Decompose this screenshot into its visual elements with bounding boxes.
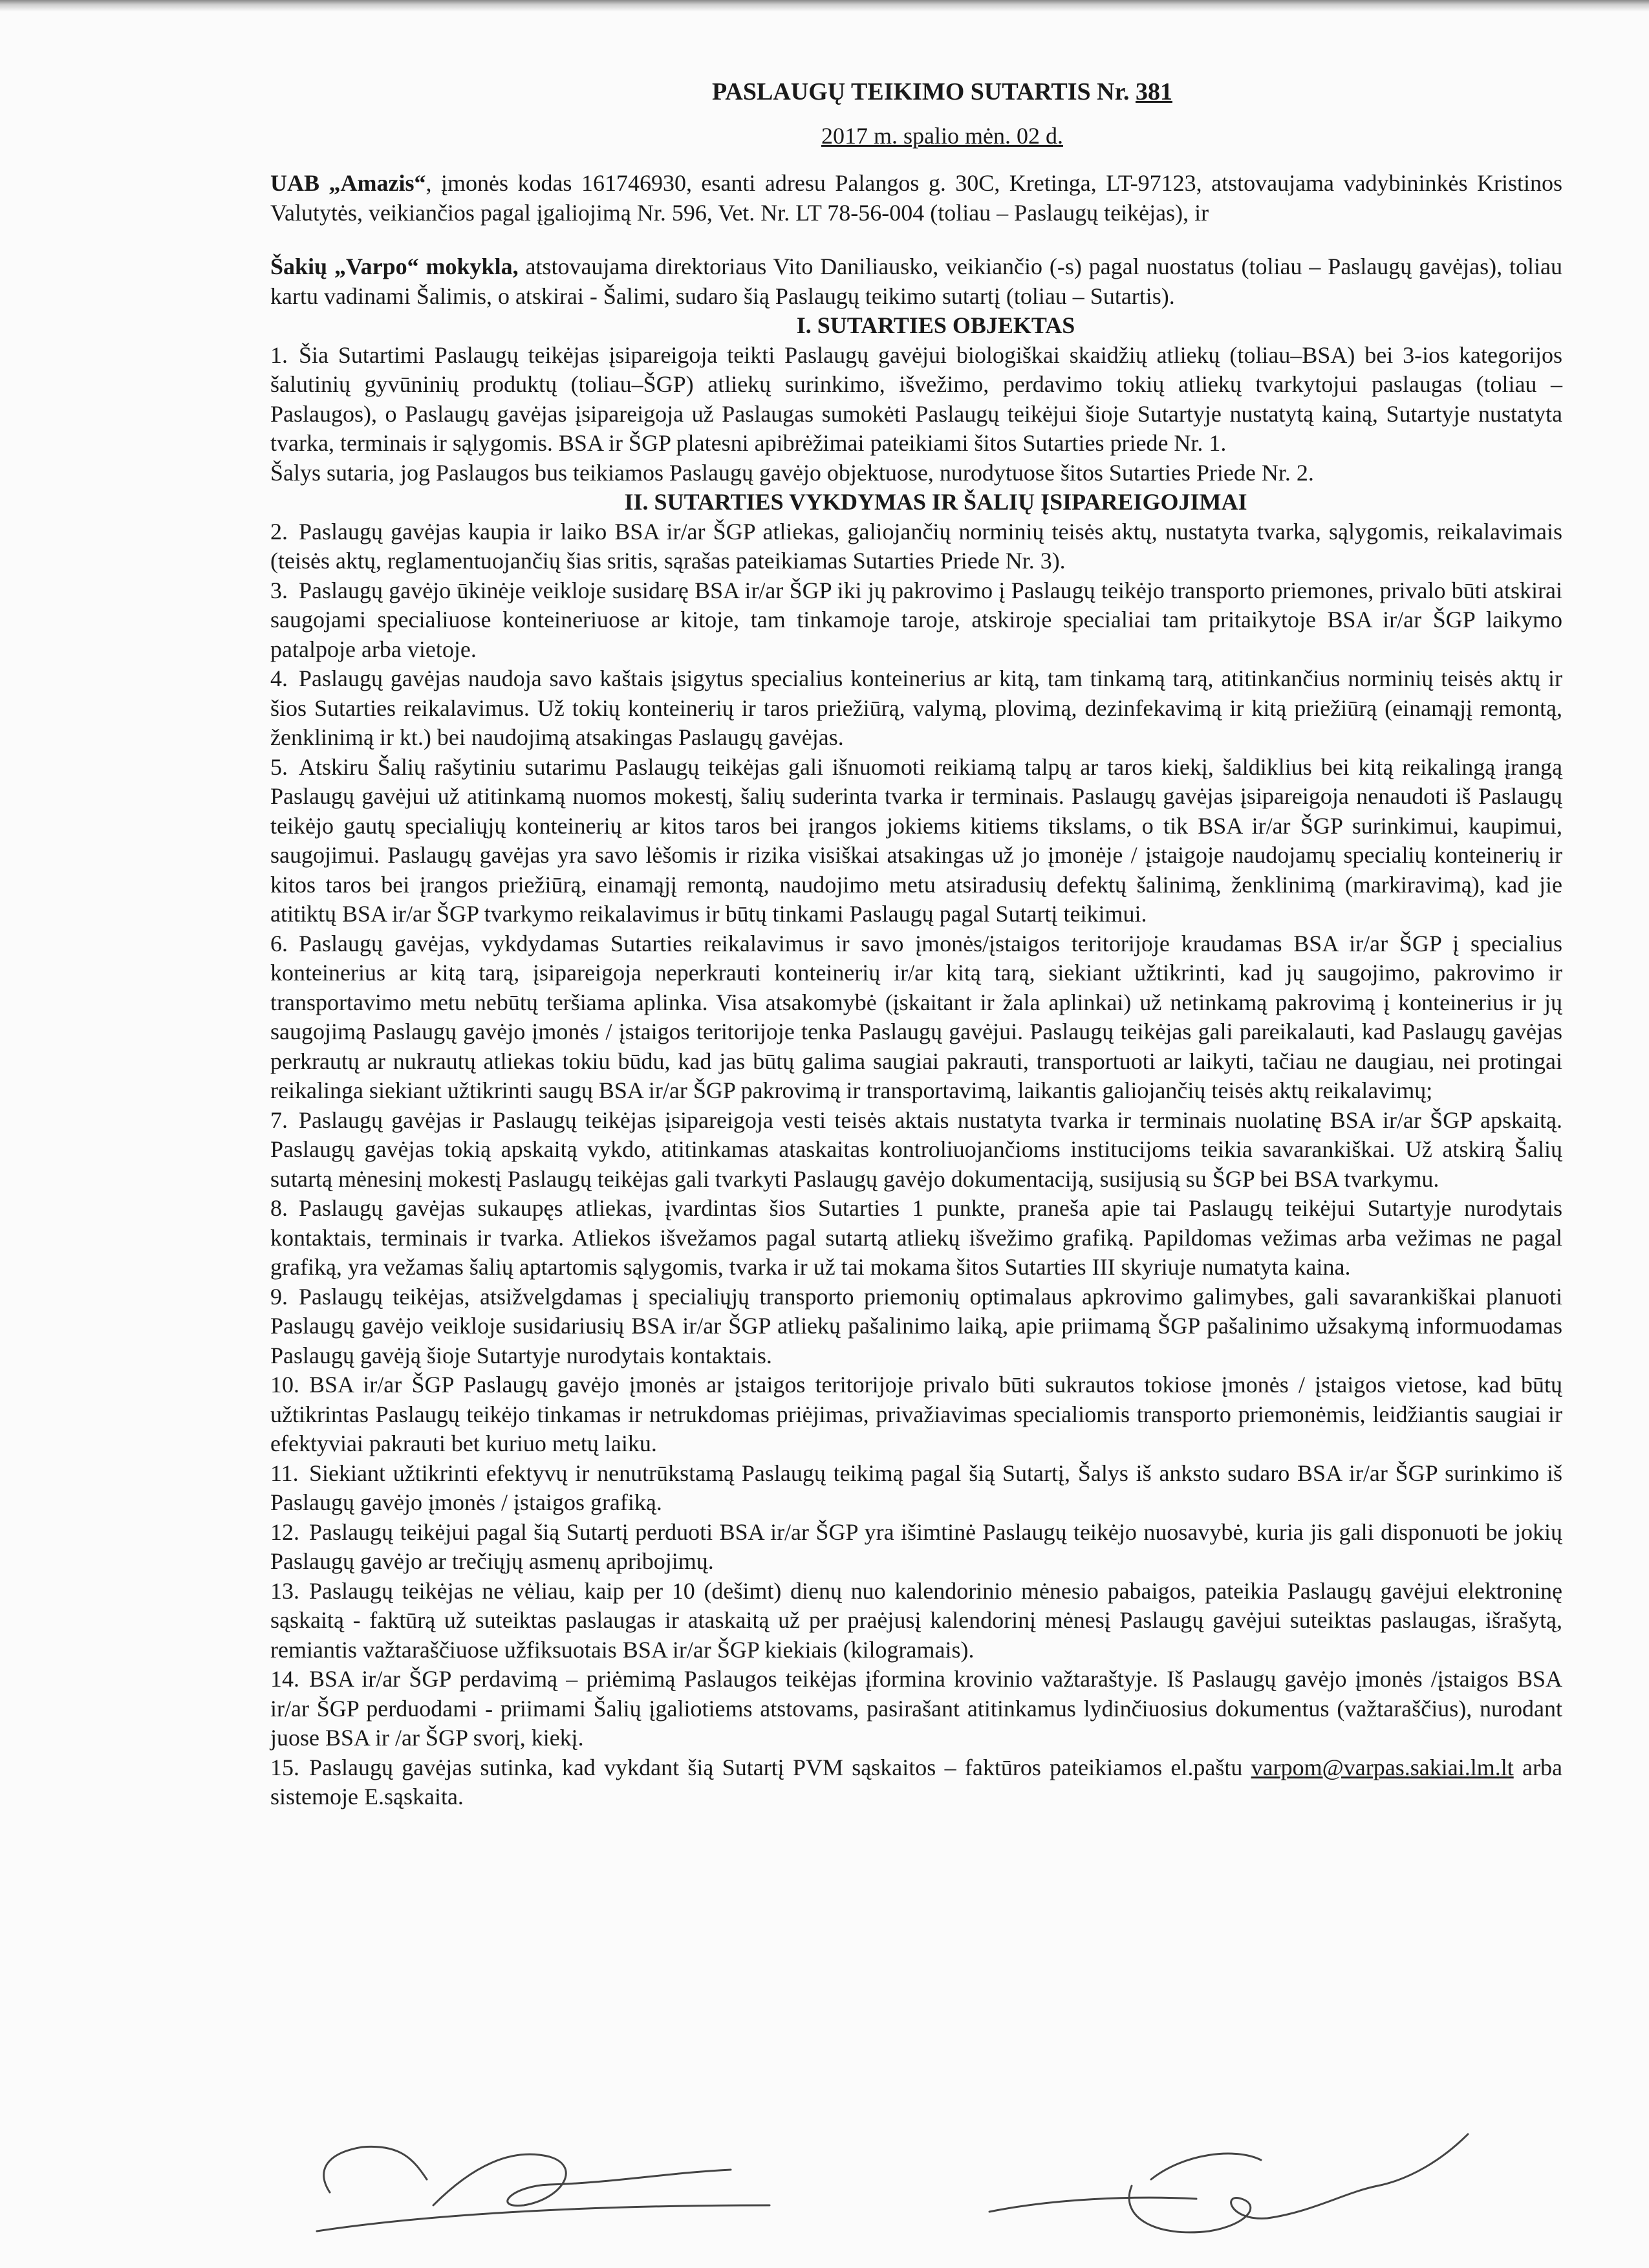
section-1-note: Šalys sutaria, jog Paslaugos bus teikiamos Paslaugų gavėjo objektuose, nurodytuose šitos Sutarties Priede Nr. 2.: [270, 459, 1314, 486]
provider-details: , įmonės kodas 161746930, esanti adresu Palangos g. 30C, Kretinga, LT-97123, atstovaujama vadybininkės Kristinos Valutytės, veikiančios pagal įgaliojimą Nr. 596, Vet. Nr. LT 78-56-004 (toliau – Paslaugų teikėjas), ir: [270, 170, 1562, 226]
clause-text: Paslaugų gavėjas kaupia ir laiko BSA ir/ar ŠGP atliekas, galiojančių norminių teisės aktų, nustatyta tvarka, sąlygomis, reikalavimais (teisės aktų, reglamentuojančių šias sritis, sąrašas pateikiamas Sutarties Priede Nr. 3).: [270, 518, 1562, 574]
clause-number: 13.: [270, 1577, 299, 1604]
clause-13: [270, 1577, 1562, 1665]
clause-text: BSA ir/ar ŠGP perdavimą – priėmimą Paslaugos teikėjas įformina krovinio važtaraštyje. Iš Paslaugų gavėjo įmonės /įstaigos BSA ir/ar ŠGP perduodami - priimami Šalių įgaliotiems atstovams, pasirašant atitinkamus lydinčiuosius dokumentus (važtaraščius), nurodant juose BSA ir /ar ŠGP svorį, kiekį.: [270, 1666, 1562, 1751]
clause-5: [270, 753, 1562, 929]
clause-10: [270, 1370, 1562, 1459]
clause-15: [270, 1753, 1562, 1812]
clause-text: Atskiru Šalių rašytiniu sutarimu Paslaugų teikėjas gali išnuomoti reikiamą talpų ar taros kiekį, šaldiklius bei kitą reikalingą įrangą Paslaugų gavėjui už atitinkamą nuomos mokestį, šalių suderinta tvarka ir terminais. Paslaugų gavėjas įsipareigoja nenaudoti iš Paslaugų teikėjo gautų specialiųjų konteinerių ar kitos taros bei įrangos jokiems kitiems tikslams, o tik BSA ir/ar ŠGP surinkimui, kaupimui, saugojimui. Paslaugų gavėjas yra savo lėšomis ir rizika visiškai atsakingas už jo įmonėje / įstaigoje naudojamų specialių konteinerių ir kitos taros bei įrangos priežiūrą, einamąjį remontą, naudojimo metu atsiradusių defektų šalinimą, ženklinimą (markiravimą), kad jie atitiktų BSA ir/ar ŠGP tvarkymo reikalavimus ir būtų tinkami Paslaugų pagal Sutartį teikimui.: [270, 753, 1562, 927]
clause-text: Paslaugų teikėjui pagal šią Sutartį perduoti BSA ir/ar ŠGP yra išimtinė Paslaugų teikėjo nuosavybė, kuria jis gali disponuoti be jokių Paslaugų gavėjo ar trečiųjų asmenų apribojimų.: [270, 1518, 1562, 1574]
clause-number: 14.: [270, 1666, 299, 1692]
title-prefix: PASLAUGŲ TEIKIMO SUTARTIS Nr.: [712, 78, 1130, 105]
clause-number: 10.: [270, 1372, 299, 1398]
clause-text: Paslaugų gavėjas ir Paslaugų teikėjas įsipareigoja vesti teisės aktais nustatyta tvarka ir terminais nuolatinę BSA ir/ar ŠGP apskaitą. Paslaugų gavėjas tokią apskaitą vykdo, atitinkamas ataskaitas kontroliuojančioms institucijoms teikia savarankiškai. Už atskirą Šalių sutartą mėnesinį mokestį Paslaugų teikėjas gali tvarkyti Paslaugų gavėjo dokumentaciją, susijusią su ŠGP bei BSA tvarkymu.: [270, 1107, 1562, 1192]
clause-text: Paslaugų gavėjas sutinka, kad vykdant šią Sutartį PVM sąskaitos – faktūros pateikiamos el.paštu: [309, 1754, 1251, 1780]
signature-stroke: [1151, 2154, 1261, 2179]
email-link[interactable]: varpom@varpas.sakiai.lm.lt: [1251, 1754, 1514, 1780]
clause-text: Paslaugų gavėjas, vykdydamas Sutarties reikalavimus ir savo įmonės/įstaigos teritorijoje kraudamas BSA ir/ar ŠGP į specialius konteinerius ar kitą tarą, įsipareigoja neperkrauti konteinerių ir/ar kitą tarą, siekiant užtikrinti, kad jų saugojimo, pakrovimo ir transportavimo metu nebūtų teršiama aplinka. Visa atsakomybė (įskaitant ir žala aplinkai) už netinkamą pakrovimą į konteinerius ir jų saugojimą Paslaugų gavėjo įmonės / įstaigos teritorijoje tenka Paslaugų gavėjui. Paslaugų teikėjas gali pareikalauti, kad Paslaugų gavėjas perkrautų ar nukrautų atliekas tokiu būdu, kad jas būtų galima saugiai pakrauti, transportuoti ar laikyti, tačiau ne daugiau, nei protingai reikalinga siekiant užtikrinti saugų BSA ir/ar ŠGP pakrovimą ir transportavimą, laikantis galiojančių teisės aktų reikalavimų;: [270, 930, 1562, 1103]
handwritten-signatures: [278, 2108, 1539, 2257]
document-date: 2017 m. spalio mėn. 02 d.: [821, 122, 1063, 149]
clause-text: Paslaugų gavėjas sukaupęs atliekas, įvardintas šios Sutarties 1 punkte, praneša apie tai Paslaugų teikėjui Sutartyje nurodytais kontaktais, terminais ir tvarka. Atliekos išvežamos pagal sutartą atliekų išvežimo grafiką. Papildomas vežimas arba vežimas ne pagal grafiką, yra vežamas šalių aptartomis sąlygomis, tvarka ir už tai mokama šitos Sutarties III skyriuje numatyta kaina.: [270, 1195, 1562, 1280]
provider-name: UAB „Amazis“: [270, 170, 426, 196]
clause-3: [270, 576, 1562, 665]
clause-number: 15.: [270, 1754, 299, 1780]
clause-1: [270, 341, 1562, 459]
clause-number: 7.: [270, 1107, 288, 1133]
signature-stroke: [433, 2154, 731, 2205]
clause-number: 5.: [270, 753, 288, 780]
clause-number: 6.: [270, 930, 288, 956]
signature-stroke: [324, 2146, 427, 2192]
clause-number: 1.: [270, 341, 288, 368]
clause-text-end: arba sistemoje E.sąskaita.: [270, 1754, 1562, 1809]
clause-number: 9.: [270, 1283, 288, 1310]
clause-text: Paslaugų teikėjas ne vėliau, kaip per 10 (dešimt) dienų nuo kalendorinio mėnesio pabaigos, pateikia Paslaugų gavėjui elektroninę sąskaitą - faktūrą už suteiktas paslaugas ir ataskaitą už per praėjusį kalendorinį mėnesį Paslaugų gavėjui suteiktas paslaugas, išrašytą, remiantis važtaraščiuose užfiksuotais BSA ir/ar ŠGP kiekiais (kilogramais).: [270, 1577, 1562, 1663]
clause-text: BSA ir/ar ŠGP Paslaugų gavėjo įmonės ar įstaigos teritorijoje privalo būti sukrautos tokiose įmonės / įstaigos vietose, kad būtų užtikrintas Paslaugų teikėjo tinkamas ir netrukdomas priėjimas, privažiavimas specialiomis transporto priemonėmis, leidžiantis saugiai ir efektyviai pakrauti bet kuriuo metų laiku.: [270, 1372, 1562, 1456]
section-2-heading: II. SUTARTIES VYKDYMAS IR ŠALIŲ ĮSIPAREIGOJIMAI: [624, 489, 1247, 515]
party-provider: [270, 169, 1562, 228]
contract-page: [270, 78, 1562, 1812]
clause-text: Siekiant užtikrinti efektyvų ir nenutrūkstamą Paslaugų teikimą pagal šią Sutartį, Šalys iš anksto sudaro BSA ir/ar ŠGP surinkimo iš Paslaugų gavėjo įmonės / įstaigos grafiką.: [270, 1460, 1562, 1515]
clause-12: [270, 1518, 1562, 1577]
clause-text: Paslaugų teikėjas, atsižvelgdamas į specialiųjų transporto priemonių optimalaus apkrovimo galimybes, gali savarankiškai planuoti Paslaugų gavėjo veikloje susidariusių BSA ir/ar ŠGP atliekų pašalinimo laiką, apie priimamą ŠGP pašalinimo užsakymą informuodamas Paslaugų gavėją šioje Sutartyje nurodytais kontaktais.: [270, 1283, 1562, 1368]
clause-text: Paslaugų gavėjo ūkinėje veikloje susidarę BSA ir/ar ŠGP iki jų pakrovimo į Paslaugų teikėjo transporto priemones, privalo būti atskirai saugojami specialiuose konteineriuose ar kitoje, tam tinkamoje taroje, atskiroje specialiai tam pritaikytoje BSA ir/ar ŠGP laikymo patalpoje arba vietoje.: [270, 577, 1562, 662]
clause-number: 8.: [270, 1195, 288, 1221]
clause-14: [270, 1665, 1562, 1753]
clause-9: [270, 1282, 1562, 1371]
signature-stroke: [989, 2198, 1196, 2212]
scan-edge: [0, 0, 1649, 12]
document-title: [270, 78, 1562, 107]
clause-text: Paslaugų gavėjas naudoja savo kaštais įsigytus specialius konteinerius ar kitą, tam tinkamą tarą, atitinkančius norminių teisės aktų ir šios Sutarties reikalavimus. Už tokių konteinerių ir taros priežiūrą, valymą, plovimą, dezinfekavimą ir kitą priežiūrą (einamąjį remontą, ženklinimą ir kt.) bei naudojimą atsakingas Paslaugų gavėjas.: [270, 665, 1562, 750]
receiver-details: atstovaujama direktoriaus Vito Daniliausko, veikiančio (-s) pagal nuostatus (toliau – Paslaugų gavėjas), toliau kartu vadinami Šalimis, o atskirai - Šalimi, sudaro šią Paslaugų teikimo sutartį (toliau – Sutartis).: [270, 254, 1562, 309]
receiver-name: Šakių „Varpo“ mokykla,: [270, 254, 519, 279]
clause-6: [270, 929, 1562, 1106]
signature-stroke: [1129, 2134, 1468, 2232]
clause-number: 2.: [270, 518, 288, 545]
clause-number: 3.: [270, 577, 288, 603]
clause-4: [270, 664, 1562, 753]
signature-stroke: [317, 2205, 770, 2231]
section-1-heading: I. SUTARTIES OBJEKTAS: [796, 312, 1075, 338]
clause-number: 12.: [270, 1518, 299, 1545]
contract-number: 381: [1136, 78, 1172, 105]
clause-7: [270, 1106, 1562, 1194]
clause-8: [270, 1194, 1562, 1282]
clause-2: [270, 517, 1562, 576]
party-receiver: [270, 252, 1562, 311]
clause-text: Šia Sutartimi Paslaugų teikėjas įsipareigoja teikti Paslaugų gavėjui biologiškai skaidžių atliekų (toliau–BSA) bei 3-ios kategorijos šalutinių gyvūninių produktų (toliau–ŠGP) atliekų surinkimo, išvežimo, perdavimo tokių atliekų tvarkytojui paslaugas (toliau – Paslaugos), o Paslaugų gavėjas įsipareigoja už Paslaugas sumokėti Paslaugų teikėjui šioje Sutartyje nustatytą kainą, Sutartyje nustatyta tvarka, terminais ir sąlygomis. BSA ir ŠGP platesni apibrėžimai pateikiami šitos Sutarties priede Nr. 1.: [270, 341, 1562, 456]
clause-11: [270, 1459, 1562, 1518]
clause-number: 11.: [270, 1460, 299, 1486]
clause-number: 4.: [270, 665, 288, 691]
